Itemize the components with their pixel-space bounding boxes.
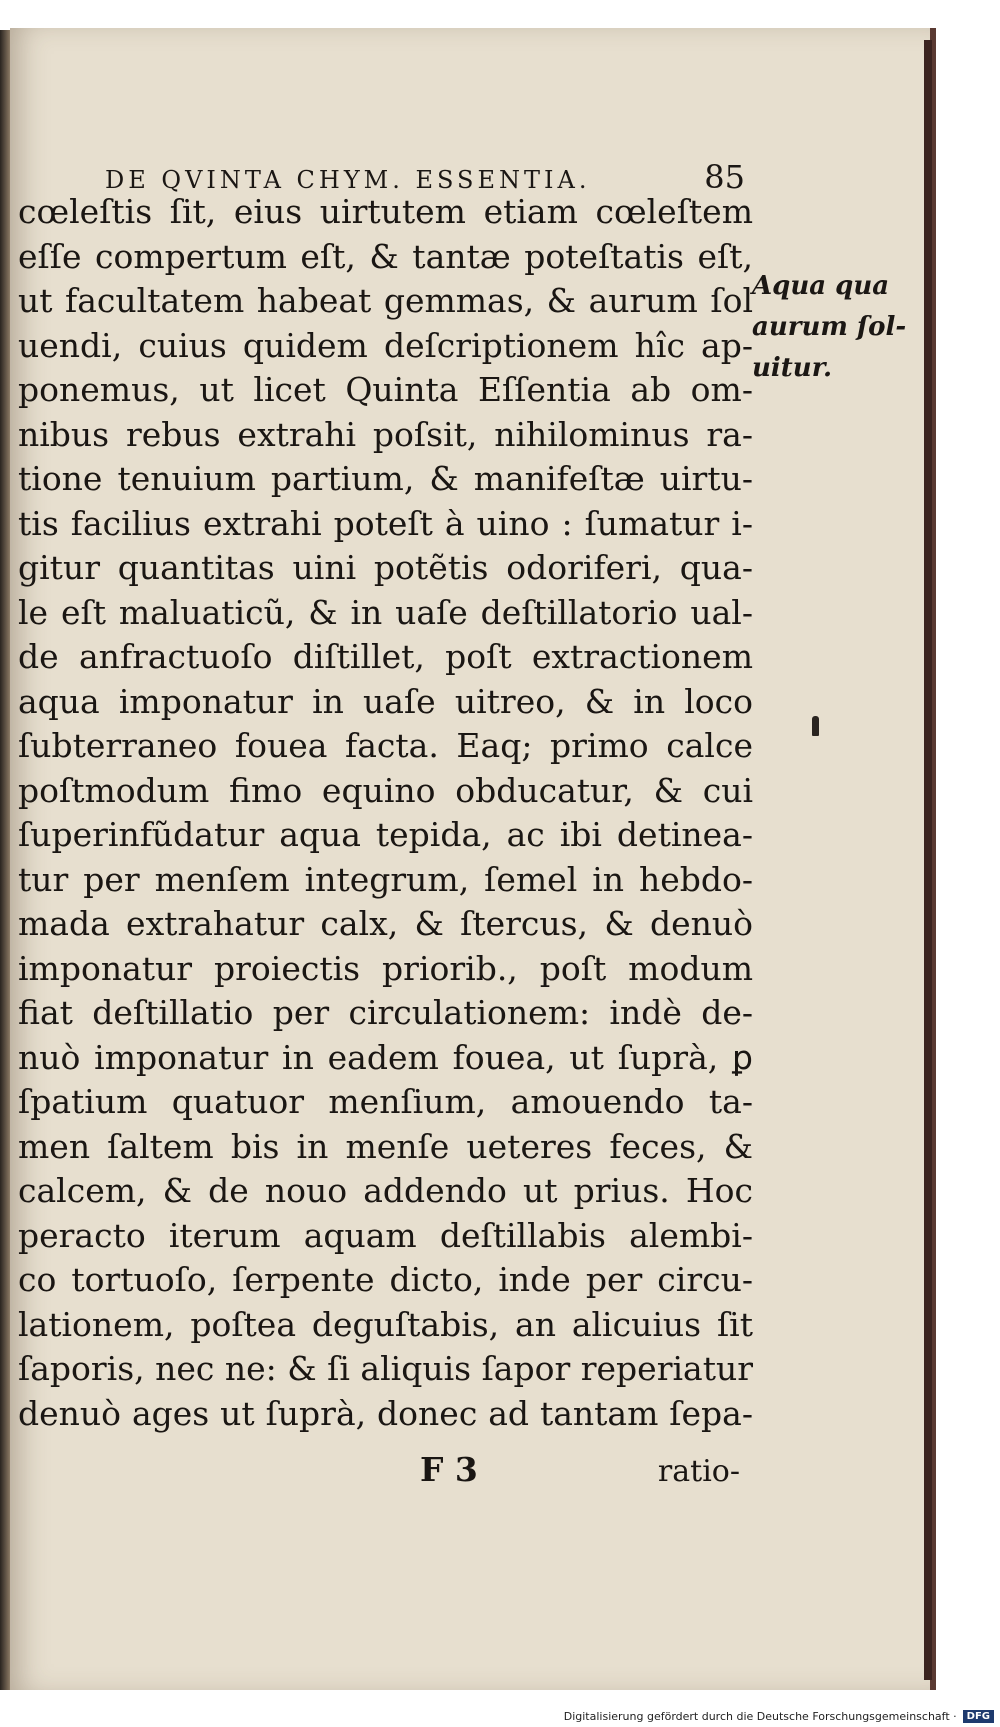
text-line: eſſe compertum eſt, & tantæ poteſtatis eſt, [18, 236, 753, 276]
digitization-credit-bar [0, 1706, 1000, 1727]
text-line: ſpatium quatuor menſium, amouendo ta- [18, 1082, 753, 1121]
ink-speck [812, 716, 819, 736]
text-line: peracto iterum aquam deſtillabis alembi- [18, 1215, 753, 1255]
text-line: ſaporis, nec ne: & ſi aliquis ſapor reperiatur [18, 1349, 753, 1388]
text-line: fiat deſtillatio per circulationem: indè de- [18, 993, 753, 1032]
text-line: imponatur proiectis priorib., poſt modum [18, 948, 753, 988]
marginal-note [752, 266, 907, 389]
page-footer [420, 1450, 740, 1489]
page-number: 85 [704, 158, 745, 196]
text-line: men ſaltem bis in menſe ueteres feces, & [18, 1126, 753, 1166]
text-line: de anfractuoſo diſtillet, poſt extractionem [18, 637, 753, 676]
text-line: cœleſtis ſit, eius uirtutem etiam cœleſtem [18, 192, 753, 231]
text-line: ſuperinfũdatur aqua tepida, ac ibi detinea- [18, 815, 753, 854]
text-line: tis facilius extrahi poteſt à uino : ſumatur i- [18, 503, 753, 543]
running-head-title: DE QVINTA CHYM. ESSENTIA. [105, 166, 591, 194]
text-line: tur per menſem integrum, ſemel in hebdo- [18, 859, 753, 899]
text-line: mada extrahatur calx, & ſtercus, & denuò [18, 904, 753, 943]
text-line: tione tenuium partium, & manifeſtæ uirtu- [18, 459, 753, 498]
text-line: ſubterraneo fouea facta. Eaq; primo calce [18, 726, 753, 765]
text-line: nuò imponatur in eadem fouea, ut ſuprà, ꝑ [18, 1037, 753, 1077]
text-line: lationem, poſtea deguſtabis, an alicuius ſit [18, 1304, 753, 1344]
catchword: ratio- [657, 1454, 740, 1489]
text-line: ponemus, ut licet Quinta Eſſentia ab om- [18, 370, 753, 409]
text-line: co tortuoſo, ſerpente dicto, inde per circu- [18, 1260, 753, 1299]
text-line: denuò ages ut ſuprà, donec ad tantam ſepa- [18, 1393, 753, 1433]
text-line: le eſt maluaticũ, & in uaſe deſtillatorio ual- [18, 592, 753, 632]
credit-text: Digitalisierung gefördert durch die Deutsche Forschungsgemeinschaft · [563, 1710, 957, 1723]
marginal-note-line: Aqua qua [752, 271, 890, 301]
text-line: uendi, cuius quidem deſcriptionem hîc ap- [18, 325, 753, 365]
text-line: poſtmodum fimo equino obducatur, & cui [18, 770, 753, 810]
dfg-logo: DFG [963, 1710, 994, 1723]
text-line: aqua imponatur in uaſe uitreo, & in loco [18, 681, 753, 721]
marginal-note-line: aurum ſol- [752, 312, 907, 342]
text-line: gitur quantitas uini potẽtis odoriferi, qua- [18, 548, 753, 587]
page-edge [924, 40, 932, 1680]
body-text [18, 190, 753, 1436]
text-line: ut facultatem habeat gemmas, & aurum ſol [18, 281, 753, 320]
text-line: calcem, & de nouo addendo ut prius. Hoc [18, 1171, 753, 1210]
text-line: nibus rebus extrahi poſsit, nihilominus ra- [18, 414, 753, 454]
signature-mark: F 3 [420, 1450, 478, 1489]
marginal-note-line: uitur. [752, 353, 833, 383]
